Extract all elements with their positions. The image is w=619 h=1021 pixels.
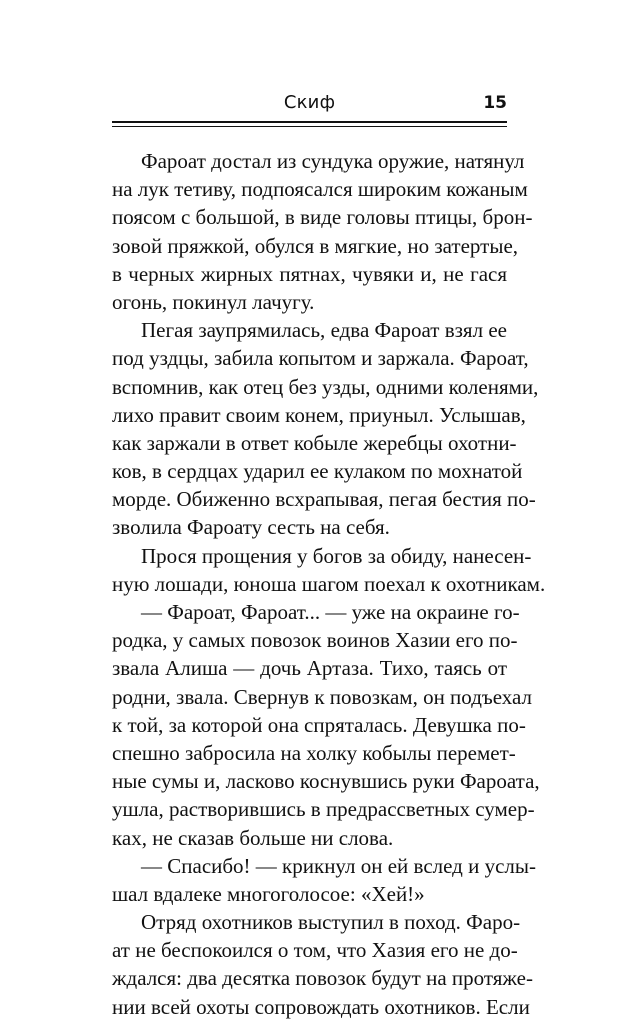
text-line: шал вдалеке многоголосое: «Хей!» [112,881,425,906]
text-line: — Фароат, Фароат... — уже на окраине го- [141,600,520,624]
text-line: Фароат достал из сундука оружие, натянул [141,149,525,173]
text-line: ные сумы и, ласково коснувшись руки Фароата, [112,769,540,794]
text-line: Пегая заупрямилась, едва Фароат взял ее [141,318,507,343]
text-line: огонь, покинул лачугу. [112,289,315,314]
text-line: к той, за которой она спряталась. Девушка по- [112,712,526,737]
text-line: ную лошади, юноша шагом поехал к охотникам. [112,571,546,596]
text-line: зволила Фароату сесть на себя. [112,515,390,540]
text-line: ках, не сказав больше ни слова. [112,825,394,850]
paragraph [112,542,546,598]
text-line: лихо правит своим конем, приуныл. Услышав, [112,402,526,427]
text-line: в черных жирных пятнах, чувяки и, не гася [112,261,507,286]
text-line: родка, у самых повозок воинов Хазии его по- [112,628,518,653]
paragraph [112,598,540,852]
running-header-title: Скиф [283,92,336,113]
text-line: под уздцы, забила копытом и заржала. Фароат, [112,346,529,371]
text-line: — Спасибо! — крикнул он ей вслед и услы- [141,853,537,878]
text-line: ушла, растворившись в предрассветных сумер- [112,797,535,822]
text-line: морде. Обиженно всхрапывая, пегая бестия по- [112,487,536,512]
text-line: Прося прощения у богов за обиду, нанесен- [141,543,532,568]
header-rule [112,121,507,123]
running-header [112,92,507,116]
text-line: ждался: два десятка повозок будут на протяже- [112,966,533,991]
text-line: ат не беспокоился о том, что Хазия его не до- [112,938,518,963]
text-line: как заржали в ответ кобыле жеребцы охотни- [112,430,517,455]
text-line: родни, звала. Свернув к повозкам, он подъехал [112,684,532,709]
text-line: звала Алиша — дочь Артаза. Тихо, таясь от [112,656,507,681]
text-line: поясом с большой, в виде головы птицы, брон- [112,205,533,230]
paragraph [112,316,539,542]
paragraph [112,908,533,1021]
text-line: на лук тетиву, подпоясался широким кожаным [112,177,528,202]
header-rule-thin [112,126,507,127]
text-line: спешно забросила на холку кобылы перемет- [112,740,516,765]
text-line: ков, в сердцах ударил ее кулаком по мохнатой [112,459,523,484]
body-text [112,147,546,1021]
paragraph [112,852,537,908]
text-line: зовой пряжкой, обулся в мягкие, но затертые, [112,233,519,258]
text-line: нии всей охоты сопровождать охотников. Если [112,994,530,1019]
paragraph [112,147,533,316]
text-line: Отряд охотников выступил в поход. Фаро- [141,910,521,935]
text-line: вспомнив, как отец без узды, одними коленями, [112,374,539,399]
page-number: 15 [483,93,507,113]
